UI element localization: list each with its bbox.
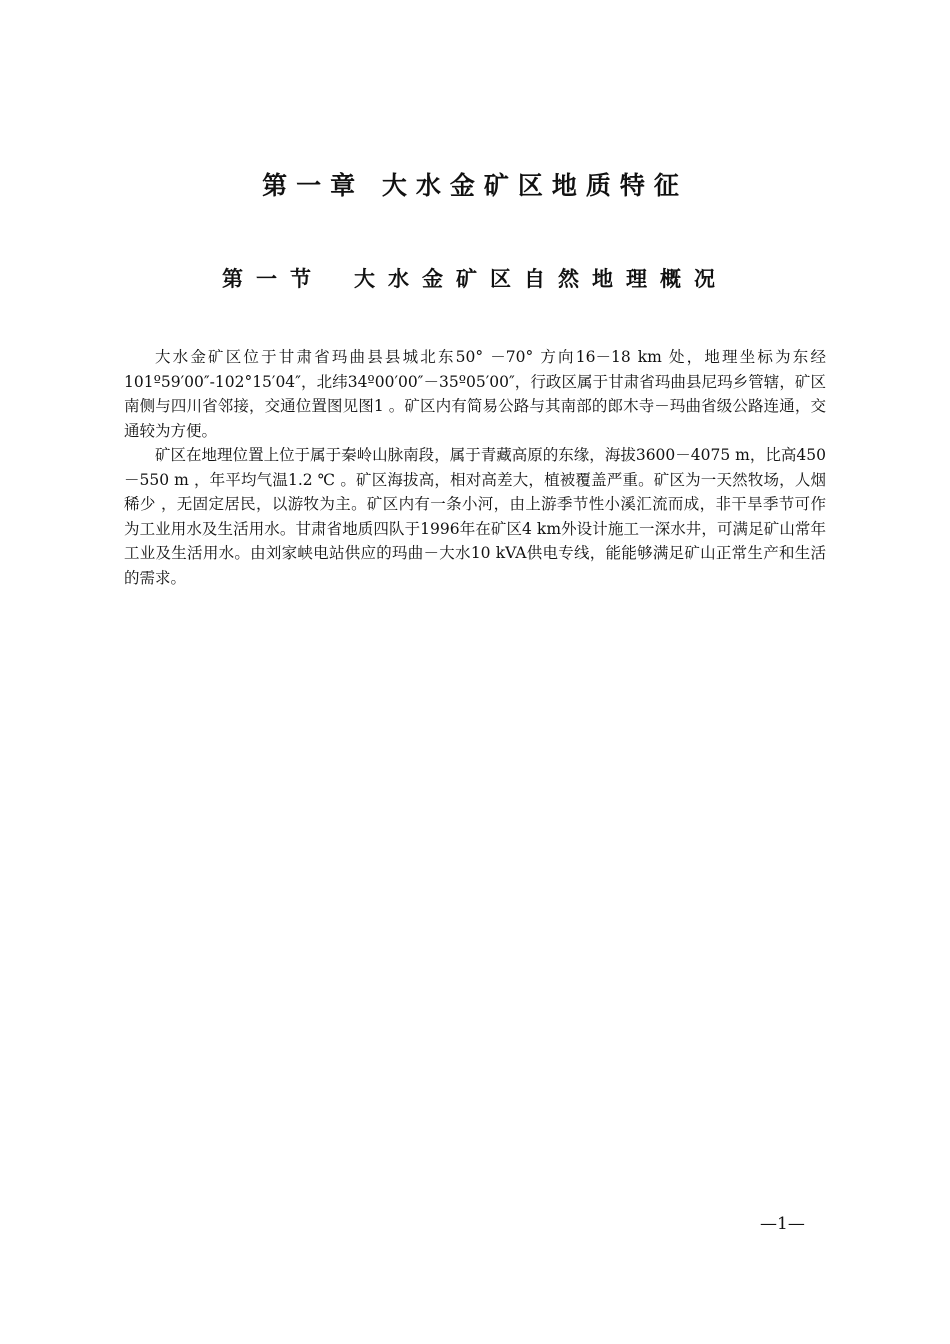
chapter-title: 第一章 大水金矿区地质特征 [262, 171, 688, 200]
body-text [124, 345, 826, 590]
section-title [0, 263, 950, 293]
paragraph-geography: 矿区在地理位置上位于属于秦岭山脉南段，属于青藏高原的东缘，海拔3600－4075 m，比高450 －550 m ，年平均气温1.2 ℃ 。矿区海拔高，相对高差大，植被覆盖严重。矿区为一天然牧场，人烟稀少 ，无固定居民，以游牧为主。矿区内有一条小河，由上游季节性小溪汇流而成，非干旱季节可作为工业用水及生活用水。甘肃省地质四队于1996年在矿区4 km外设计施工一深水井，可满足矿山常年工业及生活用水。由刘家峡电站供应的玛曲－大水10 kVA供电专线，能能够满足矿山正常生产和生活的需求。 [124, 446, 826, 587]
paragraph-location: 大水金矿区位于甘肃省玛曲县县城北东50° －70° 方向16－18 km 处，地理坐标为东经101º59′00″-102°15′04″，北纬34º00′00″－35º05′00″，行政区属于甘肃省玛曲县尼玛乡管辖，矿区南侧与四川省邻接，交通位置图见图1 。矿区内有简易公路与其南部的郎木寺－玛曲省级公路连通，交通较为方便。 [124, 348, 826, 440]
page-number: —1— [760, 1214, 805, 1234]
section-name: 大水金矿区自然地理概况 [354, 266, 728, 291]
section-label: 第一节 [222, 266, 324, 291]
